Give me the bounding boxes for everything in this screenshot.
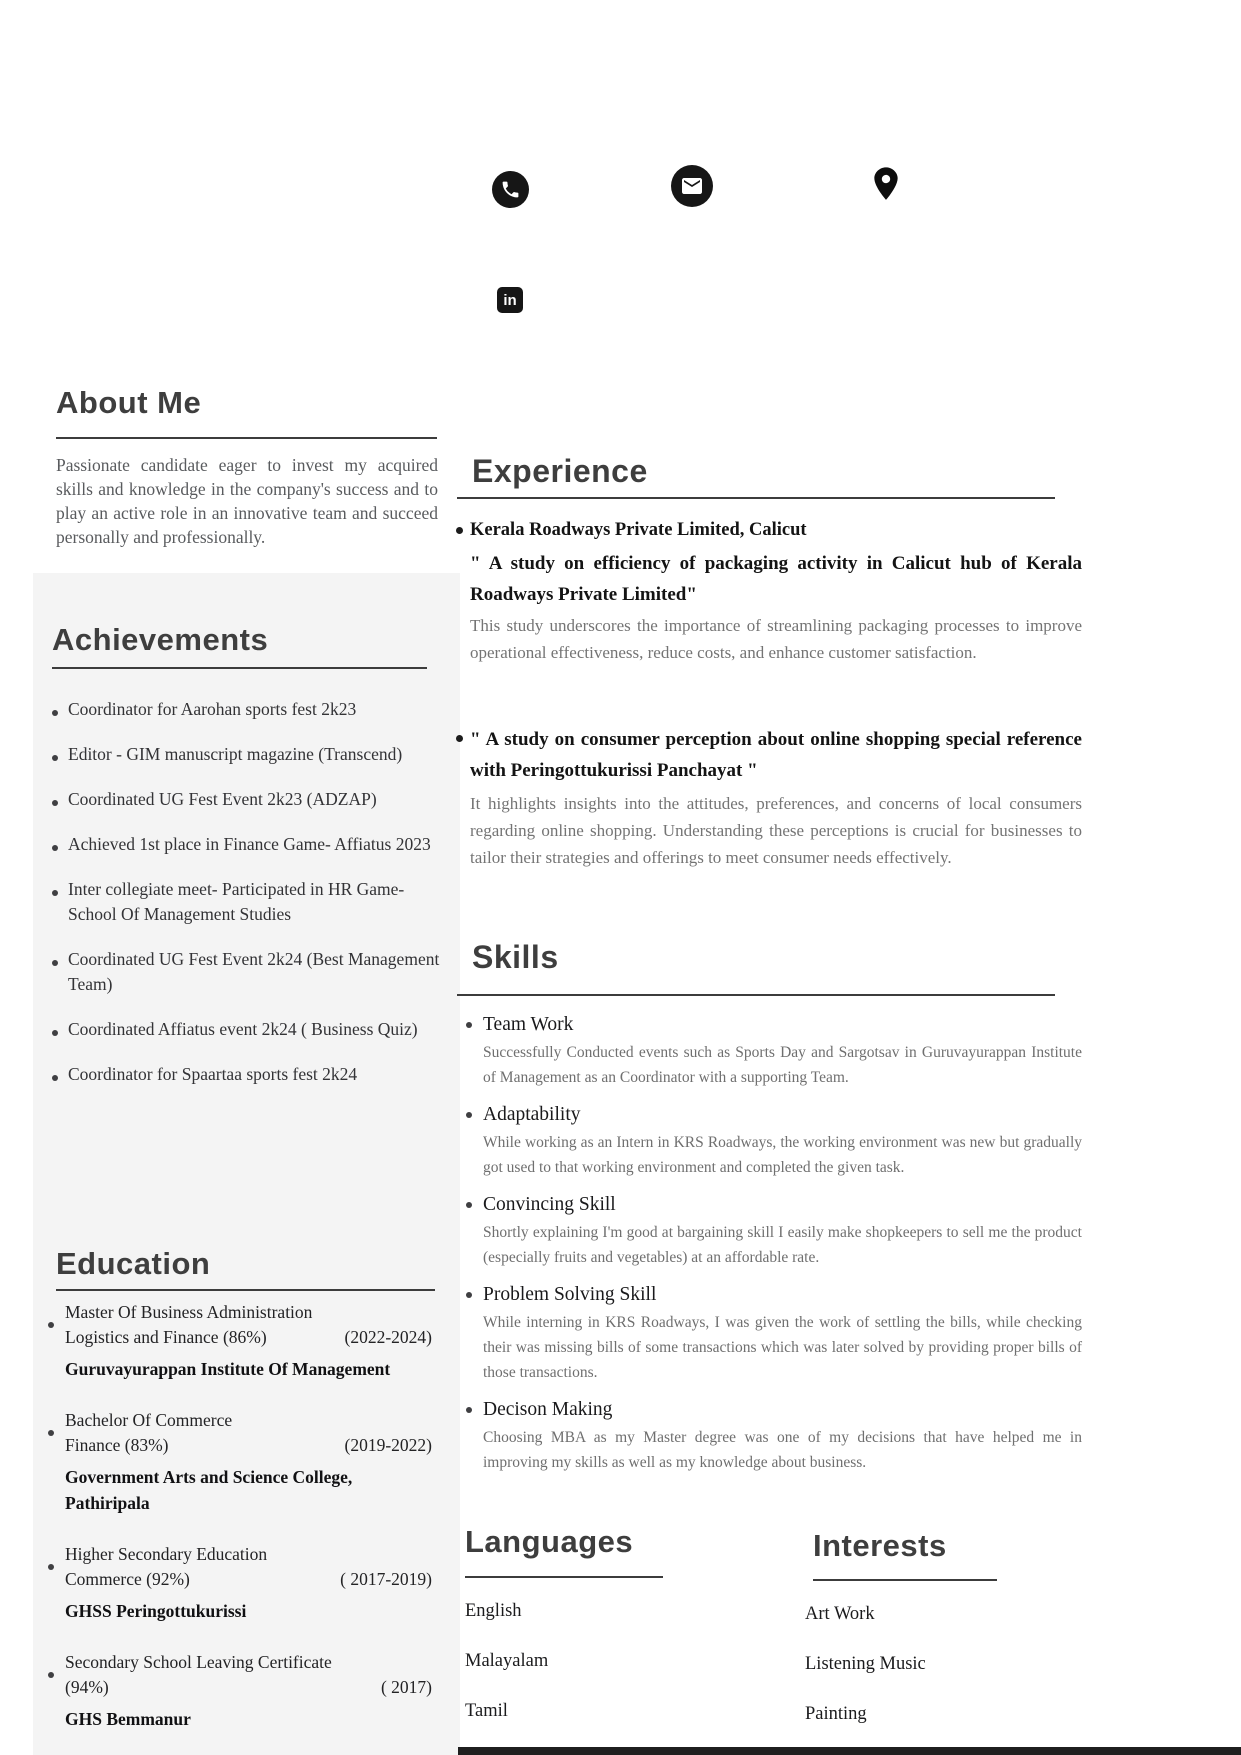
skills-divider <box>457 994 1055 996</box>
experience-item <box>457 516 1082 666</box>
degree-detail: Commerce (92%) <box>65 1569 190 1589</box>
bullet-dot <box>466 1407 472 1413</box>
interests-heading: Interests <box>813 1528 947 1563</box>
bullet-dot <box>52 845 58 851</box>
education-entry <box>48 1650 438 1732</box>
list-item <box>52 877 440 927</box>
interests-section <box>805 1526 1015 1751</box>
language-item: English <box>465 1601 522 1621</box>
achievement-text: Coordinator for Aarohan sports fest 2k23 <box>68 699 357 719</box>
bullet-dot <box>52 755 58 761</box>
bullet-dot <box>52 800 58 806</box>
skill-item <box>457 1012 1082 1090</box>
bullet-dot <box>52 1075 58 1081</box>
bullet-dot <box>466 1202 472 1208</box>
interest-item: Listening Music <box>805 1654 926 1674</box>
skill-name: Team Work <box>483 1014 574 1035</box>
languages-section <box>465 1522 675 1748</box>
skill-description: Successfully Conducted events such as Sports Day and Sargotsav in Guruvayurappan Institute of Management as an Coordinator with a supporting Team. <box>483 1044 1082 1086</box>
degree-name: Master Of Business Administration <box>65 1302 313 1322</box>
languages-divider <box>465 1576 663 1578</box>
experience-heading: Experience <box>472 453 648 489</box>
bullet-dot <box>48 1564 54 1570</box>
email-icon[interactable] <box>671 165 713 207</box>
achievement-text: Coordinated UG Fest Event 2k24 (Best Management Team) <box>68 949 440 994</box>
bullet-dot <box>466 1292 472 1298</box>
bullet-dot <box>456 527 463 534</box>
language-item: Tamil <box>465 1701 508 1721</box>
list-item <box>52 1062 440 1087</box>
list-item <box>52 742 440 767</box>
bullet-dot <box>466 1112 472 1118</box>
list-item <box>52 787 440 812</box>
achievement-text: Achieved 1st place in Finance Game- Affiatus 2023 <box>68 834 431 854</box>
language-item: Malayalam <box>465 1651 549 1671</box>
about-me-text: Passionate candidate eager to invest my acquired skills and knowledge in the company's success and to play an active role in an innovative team and succeed personally and professionally. <box>56 455 438 547</box>
education-section <box>48 1244 438 1755</box>
linkedin-icon[interactable]: in <box>497 287 523 313</box>
interest-item: Painting <box>805 1704 867 1724</box>
school-name: GHSS Peringottukurissi <box>65 1601 247 1621</box>
education-list <box>48 1300 438 1732</box>
study-description: It highlights insights into the attitudes, preferences, and concerns of local consumers regarding online shopping. Understanding these perceptions is crucial for businesses to tailor their strategies and offerings to meet consumer needs effectively. <box>470 794 1082 867</box>
location-icon[interactable] <box>866 160 906 208</box>
education-entry <box>48 1408 438 1516</box>
degree-years: (2019-2022) <box>344 1435 432 1455</box>
skills-list <box>457 1012 1082 1475</box>
skill-description: Choosing MBA as my Master degree was one of my decisions that have helped me in improving my skills as well as my knowledge about business. <box>483 1429 1082 1471</box>
achievements-heading: Achievements <box>52 622 269 657</box>
interest-item: Art Work <box>805 1604 875 1624</box>
skill-name: Adaptability <box>483 1104 581 1125</box>
experience-divider <box>457 497 1055 499</box>
achievement-text: Inter collegiate meet- Participated in HR Game- School Of Management Studies <box>68 879 405 924</box>
email-contact[interactable] <box>671 165 713 207</box>
company-name: Kerala Roadways Private Limited, Calicut <box>470 520 807 540</box>
study-description: This study underscores the importance of streamlining packaging processes to improve operational effectiveness, reduce costs, and enhance customer satisfaction. <box>470 616 1082 662</box>
education-entry <box>48 1300 438 1382</box>
education-heading: Education <box>56 1246 211 1281</box>
skill-name: Decison Making <box>483 1399 613 1420</box>
interests-list <box>805 1601 1015 1727</box>
school-name: GHS Bemmanur <box>65 1709 191 1729</box>
experience-item <box>457 724 1082 871</box>
skill-item <box>457 1282 1082 1385</box>
achievement-text: Editor - GIM manuscript magazine (Transcend) <box>68 744 403 764</box>
skills-section <box>457 936 1082 1487</box>
achievements-divider <box>52 667 427 669</box>
languages-list <box>465 1598 675 1724</box>
bullet-dot <box>48 1322 54 1328</box>
phone-icon[interactable] <box>492 171 529 208</box>
bullet-dot <box>48 1672 54 1678</box>
degree-name: Secondary School Leaving Certificate <box>65 1652 332 1672</box>
skill-description: While interning in KRS Roadways, I was given the work of settling the bills, while checking their was missing bills of some transactions which was later solved by providing proper bills of those transactions. <box>483 1314 1082 1381</box>
languages-heading: Languages <box>465 1524 634 1559</box>
location-contact[interactable] <box>866 160 906 208</box>
bullet-dot <box>52 1030 58 1036</box>
degree-name: Bachelor Of Commerce <box>65 1410 233 1430</box>
degree-detail: Logistics and Finance (86%) <box>65 1327 267 1347</box>
school-name: Guruvayurappan Institute Of Management <box>65 1359 391 1379</box>
skill-item <box>457 1192 1082 1270</box>
study-title: " A study on efficiency of packaging activity in Calicut hub of Kerala Roadways Private Limited" <box>470 553 1082 605</box>
skill-name: Problem Solving Skill <box>483 1284 657 1305</box>
bullet-dot <box>466 1022 472 1028</box>
skill-item <box>457 1102 1082 1180</box>
skills-heading: Skills <box>472 939 559 975</box>
degree-years: (2022-2024) <box>344 1327 432 1347</box>
skill-name: Convincing Skill <box>483 1194 616 1215</box>
study-title: " A study on consumer perception about online shopping special reference with Peringottukurissi Panchayat " <box>470 729 1082 781</box>
bullet-dot <box>52 960 58 966</box>
achievement-text: Coordinated Affiatus event 2k24 ( Business Quiz) <box>68 1019 418 1039</box>
bullet-dot <box>48 1430 54 1436</box>
bullet-dot <box>456 735 463 742</box>
degree-name: Higher Secondary Education <box>65 1544 268 1564</box>
about-me-section <box>56 383 438 549</box>
degree-years: ( 2017-2019) <box>340 1569 432 1589</box>
about-me-divider <box>56 437 437 439</box>
achievements-section <box>52 620 440 1107</box>
achievements-list <box>52 697 440 1087</box>
skill-item <box>457 1397 1082 1475</box>
achievement-text: Coordinated UG Fest Event 2k23 (ADZAP) <box>68 789 377 809</box>
skill-description: Shortly explaining I'm good at bargaining skill I easily make shopkeepers to sell me the product (especially fruits and vegetables) at an affordable rate. <box>483 1224 1082 1266</box>
interests-divider <box>813 1579 997 1581</box>
education-entry <box>48 1542 438 1624</box>
skill-description: While working as an Intern in KRS Roadways, the working environment was new but gradually got used to that working environment and completed the given task. <box>483 1134 1082 1176</box>
degree-detail: (94%) <box>65 1677 109 1697</box>
linkedin-contact[interactable] <box>497 287 523 313</box>
bullet-dot <box>52 710 58 716</box>
phone-contact[interactable] <box>492 171 529 208</box>
about-me-heading: About Me <box>56 385 202 420</box>
list-item <box>52 832 440 857</box>
degree-detail: Finance (83%) <box>65 1435 169 1455</box>
experience-section <box>457 450 1082 871</box>
list-item <box>52 697 440 722</box>
bullet-dot <box>52 890 58 896</box>
list-item <box>52 1017 440 1042</box>
school-name: Government Arts and Science College, Pathiripala <box>65 1467 353 1513</box>
list-item <box>52 947 440 997</box>
education-divider <box>56 1289 435 1291</box>
achievement-text: Coordinator for Spaartaa sports fest 2k24 <box>68 1064 358 1084</box>
degree-years: ( 2017) <box>380 1677 432 1697</box>
